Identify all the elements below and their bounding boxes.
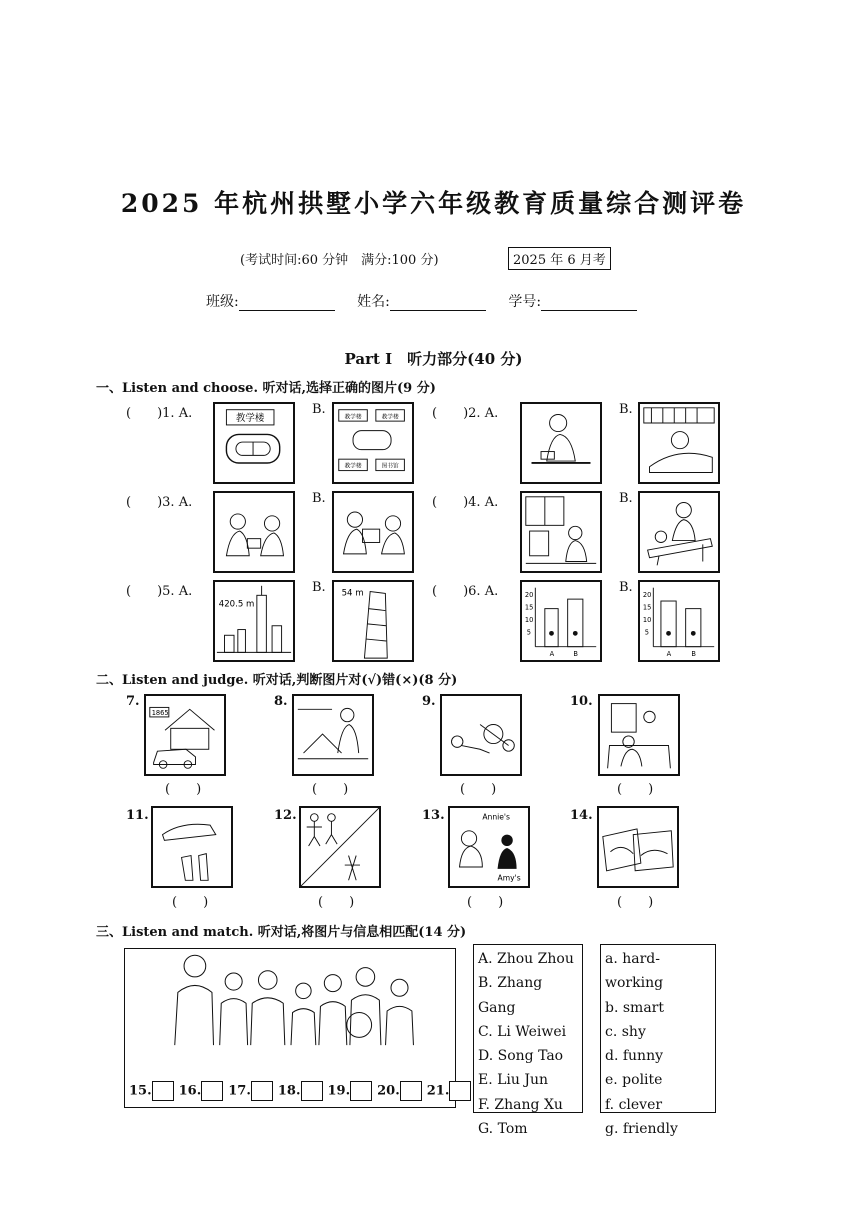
q-number: 12. [274, 808, 297, 823]
exam-info: (考试时间:60 分钟 满分:100 分) [240, 253, 439, 268]
option-b-label: B. [312, 402, 326, 417]
q13-image[interactable] [448, 806, 530, 888]
option-b-label: B. [619, 580, 633, 595]
q12-image[interactable] [299, 806, 381, 888]
sign-label: 1865 [151, 709, 169, 718]
building-label: 教学楼 [344, 414, 362, 421]
answer-paren[interactable]: ( ) [467, 895, 504, 910]
name-option: B. Zhang Gang [478, 975, 543, 1016]
option-a-label: A. [484, 495, 499, 510]
q5-option-a-image[interactable] [213, 580, 295, 662]
q-number: 10. [570, 694, 593, 709]
q8-image[interactable] [292, 694, 374, 776]
answer-paren[interactable]: ( ) [617, 782, 654, 797]
name-option: E. Liu Jun [478, 1072, 549, 1089]
svg-text:15: 15 [642, 603, 652, 612]
names-list [473, 944, 583, 1138]
q-number: 4. [468, 495, 481, 510]
building-label: 图书馆 [381, 463, 399, 470]
height-label: 420.5 m [218, 599, 255, 610]
owner-label: Amy's [497, 873, 521, 883]
svg-text:20: 20 [524, 591, 534, 600]
class-field[interactable] [239, 296, 335, 311]
slot-number: 17. [228, 1083, 251, 1099]
answer-slot[interactable] [301, 1081, 323, 1101]
answer-paren[interactable]: ( ) [460, 782, 497, 797]
answer-slot[interactable] [400, 1081, 422, 1101]
option-b-label: B. [312, 491, 326, 506]
q6-row [432, 580, 498, 599]
q-number: 1. [162, 406, 175, 421]
slot-number: 21. [426, 1083, 450, 1099]
q5-row [126, 580, 192, 599]
slot-number: 19. [327, 1083, 351, 1099]
option-b-label: B. [619, 491, 633, 506]
svg-text:10: 10 [524, 615, 534, 624]
answer-paren[interactable]: ( ) [172, 895, 209, 910]
exam-date-badge: 2025 年 6 月考 [508, 247, 611, 270]
svg-text:B: B [691, 650, 696, 659]
svg-text:5: 5 [526, 628, 531, 637]
slot-number: 16. [178, 1083, 202, 1099]
q10-image[interactable] [598, 694, 680, 776]
height-label: 54 m [341, 588, 364, 599]
answer-paren[interactable]: ( ) [126, 495, 163, 510]
option-a-label: A. [178, 406, 193, 421]
answer-paren[interactable]: ( ) [312, 782, 349, 797]
name-field[interactable] [390, 296, 486, 311]
traits-list [600, 944, 716, 1138]
q3-row [126, 491, 192, 510]
name-option: F. Zhang Xu [478, 1096, 563, 1113]
q-number: 13. [422, 808, 445, 823]
q-number: 7. [126, 694, 140, 709]
q5-option-b-image[interactable] [332, 580, 414, 662]
answer-paren[interactable]: ( ) [617, 895, 654, 910]
answer-slot[interactable] [449, 1081, 471, 1101]
trait-option: c. shy [605, 1023, 646, 1040]
section2-heading: 二、Listen and judge. 听对话,判断图片对(√)错(×)(8 分) [96, 673, 458, 688]
student-info-row [206, 291, 655, 311]
q4-row [432, 491, 498, 510]
slot-number: 15. [129, 1083, 152, 1099]
name-option: A. Zhou Zhou [478, 951, 574, 967]
id-label: 学号: [508, 294, 542, 310]
svg-text:5: 5 [644, 628, 649, 637]
svg-text:B: B [573, 650, 578, 659]
building-label: 教学楼 [235, 413, 265, 425]
slot-number: 20. [377, 1083, 400, 1099]
svg-text:20: 20 [642, 591, 652, 600]
people-illustration [125, 949, 457, 1073]
answer-slot[interactable] [152, 1081, 174, 1101]
q1-row [126, 402, 192, 421]
trait-option: d. funny [605, 1048, 664, 1065]
answer-slot[interactable] [201, 1081, 223, 1101]
q14-image[interactable] [597, 806, 679, 888]
name-label: 姓名: [357, 294, 390, 310]
q1-option-a-image[interactable] [213, 402, 295, 484]
q3-option-a-image[interactable] [213, 491, 295, 573]
q9-image[interactable] [440, 694, 522, 776]
q1-option-b-image[interactable] [332, 402, 414, 484]
q-number: 14. [570, 808, 593, 823]
section3-heading: 三、Listen and match. 听对话,将图片与信息相匹配(14 分) [96, 925, 467, 940]
q-number: 5. [162, 584, 175, 599]
q7-image[interactable] [144, 694, 226, 776]
trait-option: f. clever [605, 1096, 663, 1113]
q6-option-a-image[interactable] [520, 580, 602, 662]
building-label: 教学楼 [381, 414, 399, 421]
name-option: C. Li Weiwei [478, 1023, 567, 1040]
building-label: 教学楼 [344, 463, 362, 470]
answer-paren[interactable]: ( ) [165, 782, 202, 797]
q3-option-b-image[interactable] [332, 491, 414, 573]
option-b-label: B. [619, 402, 633, 417]
answer-paren[interactable]: ( ) [126, 406, 163, 421]
svg-text:A: A [666, 650, 672, 659]
q6-option-b-image[interactable] [638, 580, 720, 662]
option-a-label: A. [178, 584, 193, 599]
svg-text:A: A [549, 650, 555, 659]
trait-option: b. smart [605, 999, 664, 1016]
answer-slot[interactable] [251, 1081, 273, 1101]
q-number: 11. [126, 808, 149, 823]
page-title: 2025 年杭州拱墅小学六年级教育质量综合测评卷 [120, 189, 747, 218]
svg-text:10: 10 [642, 615, 652, 624]
q4-option-a-image[interactable] [520, 491, 602, 573]
option-a-label: A. [178, 495, 193, 510]
q4-option-b-image[interactable] [638, 491, 720, 573]
trait-option: e. polite [605, 1072, 663, 1089]
q-number: 6. [468, 584, 481, 599]
answer-paren[interactable]: ( ) [126, 584, 163, 599]
answer-paren[interactable]: ( ) [432, 406, 469, 421]
trait-option: g. friendly [605, 1121, 678, 1138]
option-a-label: A. [484, 406, 499, 421]
class-label: 班级: [206, 294, 239, 310]
option-b-label: B. [312, 580, 326, 595]
q-number: 8. [274, 694, 288, 709]
q-number: 2. [468, 406, 481, 421]
answer-paren[interactable]: ( ) [432, 495, 469, 510]
answer-paren[interactable]: ( ) [432, 584, 469, 599]
section1-heading: 一、Listen and choose. 听对话,选择正确的图片(9 分) [96, 381, 436, 396]
trait-option: a. hard-working [605, 951, 664, 992]
name-option: G. Tom [478, 1121, 528, 1138]
q-number: 9. [422, 694, 436, 709]
id-field[interactable] [541, 296, 637, 311]
match-slots-row [125, 1081, 461, 1101]
name-option: D. Song Tao [478, 1048, 564, 1065]
owner-label: Annie's [482, 812, 510, 822]
q2-option-a-image[interactable] [520, 402, 602, 484]
part-title: Part Ⅰ 听力部分(40 分) [344, 350, 523, 368]
q-number: 3. [162, 495, 175, 510]
option-a-label: A. [484, 584, 499, 599]
slot-number: 18. [277, 1083, 301, 1099]
q2-option-b-image[interactable] [638, 402, 720, 484]
q11-image[interactable] [151, 806, 233, 888]
q2-row [432, 402, 498, 421]
answer-paren[interactable]: ( ) [318, 895, 355, 910]
answer-slot[interactable] [350, 1081, 372, 1101]
svg-text:15: 15 [524, 603, 534, 612]
people-picture [124, 948, 456, 1108]
